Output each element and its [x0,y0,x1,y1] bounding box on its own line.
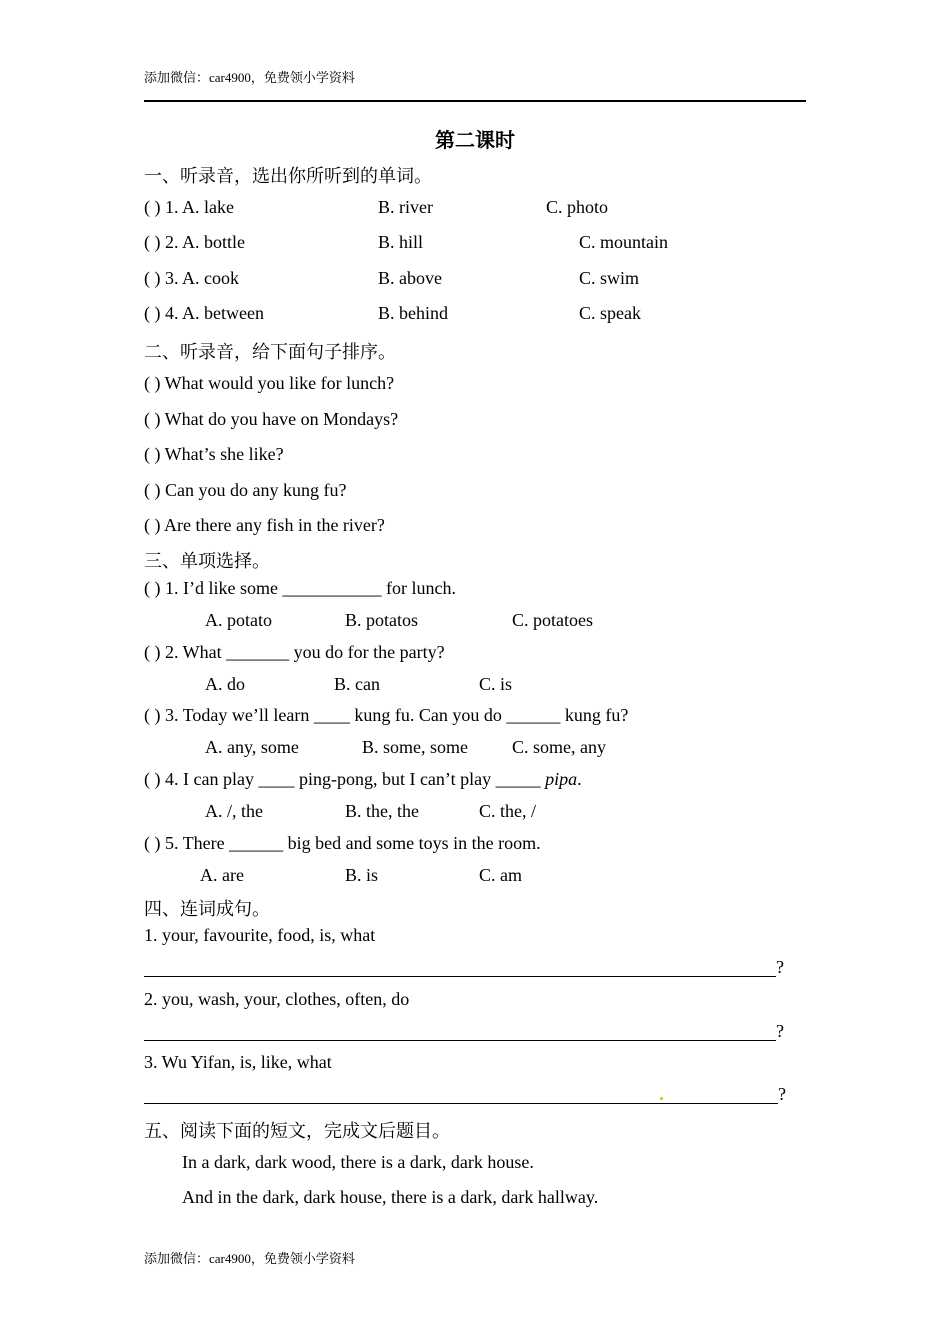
part2-item: ( ) What do you have on Mondays? [144,409,399,429]
part2-item: ( ) What would you like for lunch? [144,373,395,393]
part1-item-2-option-b: B. hill [378,232,424,252]
part3-question-2: ( ) 2. What _______ you do for the party? [144,642,445,662]
part1-item-1 [144,197,234,218]
passage-line-1: In a dark, dark wood, there is a dark, dark house. [182,1152,534,1172]
item-number-option-a: ( ) 2. A. bottle [144,232,245,252]
answer-line-3 [144,1103,778,1104]
part3-q1-option-b: B. potatos [345,610,419,630]
part1-item-4-option-b: B. behind [378,303,448,323]
page-footer: 添加微信：car4900，免费领小学资料 [144,1251,355,1266]
part3-question-3: ( ) 3. Today we’ll learn ____ kung fu. Can you do ______ kung fu? [144,705,629,725]
part2-heading: 二、听录音，给下面句子排序。 [144,342,396,362]
question-text: ( ) 4. I can play ____ ping-pong, but I can’t play _____ [144,769,546,789]
part1-item-2-option-c: C. mountain [579,232,668,252]
item-number-option-a: ( ) 1. A. lake [144,197,234,217]
answer-end-mark-3: ? [778,1084,786,1104]
part4-words-3: 3. Wu Yifan, is, like, what [144,1052,332,1072]
answer-line-1 [144,976,776,977]
answer-end-mark-1: ? [776,957,784,977]
part2-item: ( ) Are there any fish in the river? [144,515,385,535]
part3-question-5: ( ) 5. There ______ big bed and some toys in the room. [144,833,541,853]
part3-q2-option-a: A. do [205,674,245,694]
page-title: 第二课时 [435,130,515,152]
part3-q4-option-a: A. /, the [205,801,263,821]
passage-line-2: And in the dark, dark house, there is a dark, dark hallway. [182,1187,599,1207]
part1-item-1-option-b: B. river [378,197,433,217]
part3-q5-option-c: C. am [479,865,522,885]
item-number-option-a: ( ) 4. A. between [144,303,264,323]
part3-q3-option-c: C. some, any [512,737,606,757]
part4-words-2: 2. you, wash, your, clothes, often, do [144,989,410,1009]
part1-heading: 一、听录音，选出你所听到的单词。 [144,166,432,186]
part3-question-1: ( ) 1. I’d like some ___________ for lunch. [144,578,456,598]
part3-q5-option-b: B. is [345,865,379,885]
part3-q3-option-a: A. any, some [205,737,299,757]
answer-line-2 [144,1040,776,1041]
part1-item-2 [144,232,245,253]
part3-q2-option-c: C. is [479,674,513,694]
part1-item-4 [144,303,264,324]
header-divider [144,100,806,102]
part3-q2-option-b: B. can [334,674,380,694]
answer-end-mark-2: ? [776,1021,784,1041]
part3-heading: 三、单项选择。 [144,551,270,571]
part2-item: ( ) What’s she like? [144,444,284,464]
part3-question-4 [144,769,582,790]
part1-item-3-option-b: B. above [378,268,442,288]
part2-item: ( ) Can you do any kung fu? [144,480,347,500]
item-number-option-a: ( ) 3. A. cook [144,268,239,288]
decorative-dot [660,1097,663,1100]
page-header: 添加微信：car4900，免费领小学资料 [144,70,355,85]
part4-words-1: 1. your, favourite, food, is, what [144,925,376,945]
part3-q1-option-c: C. potatoes [512,610,593,630]
part1-item-3-option-c: C. swim [579,268,640,288]
part1-item-1-option-c: C. photo [546,197,609,217]
part3-q3-option-b: B. some, some [362,737,468,757]
question-period: . [577,769,582,789]
part3-q5-option-a: A. are [200,865,244,885]
part1-item-4-option-c: C. speak [579,303,641,323]
part3-q4-option-c: C. the, / [479,801,536,821]
part4-heading: 四、连词成句。 [144,899,270,919]
part3-q4-option-b: B. the, the [345,801,419,821]
part3-q1-option-a: A. potato [205,610,272,630]
question-italic-word: pipa [545,769,578,789]
part5-heading: 五、阅读下面的短文，完成文后题目。 [144,1121,450,1141]
part1-item-3 [144,268,239,289]
